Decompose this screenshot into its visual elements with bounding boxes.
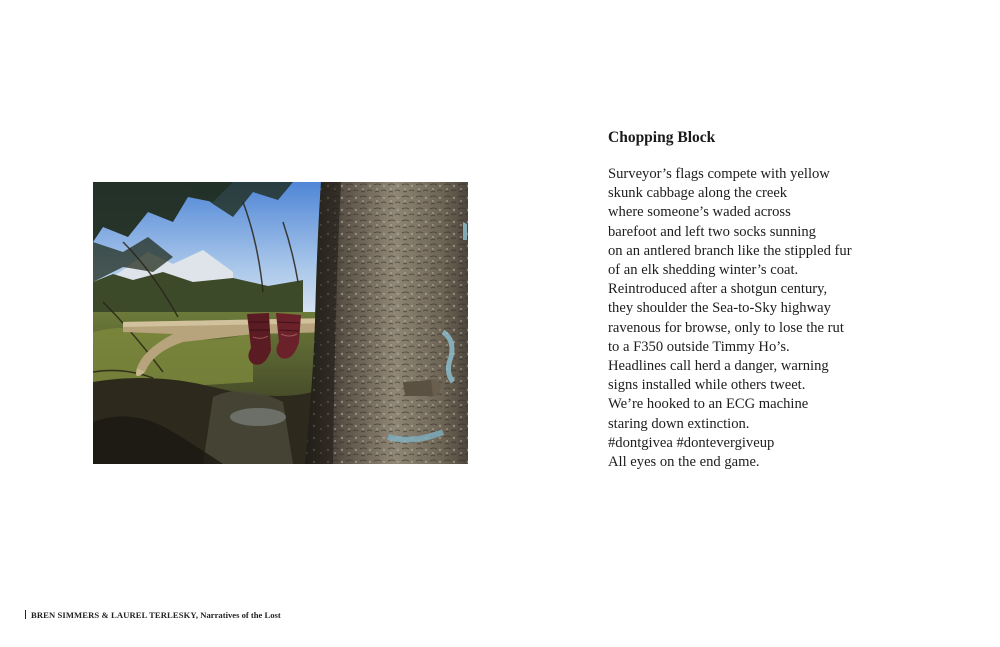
tree-trunk (305, 182, 468, 464)
poem-line: staring down extinction. (608, 415, 750, 432)
poem-line: #dontgivea #dontevergiveup (608, 434, 775, 451)
poem-line: where someone’s waded across (608, 204, 791, 221)
tree-socks-photo (93, 182, 468, 464)
poem-line: barefoot and left two socks sunning (608, 223, 816, 240)
poem-photograph (93, 182, 468, 464)
footer-authors: BREN SIMMERS & LAUREL TERLESKY, (31, 610, 199, 620)
poem-line: Headlines call herd a danger, warning (608, 358, 829, 375)
poem-line: Reintroduced after a shotgun century, (608, 281, 828, 298)
poem-line: All eyes on the end game. (608, 454, 760, 471)
poem-line: on an antlered branch like the stippled fur (608, 242, 852, 259)
footer-work-title: Narratives of the Lost (200, 610, 281, 620)
poem-line: of an elk shedding winter’s coat. (608, 262, 799, 279)
page-footer (25, 609, 281, 621)
poem-line: We’re hooked to an ECG machine (608, 396, 809, 413)
poem-line: they shoulder the Sea-to-Sky highway (608, 300, 831, 317)
poem-line: signs installed while others tweet. (608, 377, 806, 394)
poem-line: ravenous for browse, only to lose the rut (608, 319, 844, 336)
poem-body (608, 165, 988, 472)
poem-line: skunk cabbage along the creek (608, 185, 788, 202)
poem (608, 128, 988, 472)
poem-line: to a F350 outside Timmy Ho’s. (608, 338, 790, 355)
poem-line: Surveyor’s flags compete with yellow (608, 166, 830, 182)
poem-title: Chopping Block (608, 129, 716, 146)
footer-divider (25, 610, 26, 619)
